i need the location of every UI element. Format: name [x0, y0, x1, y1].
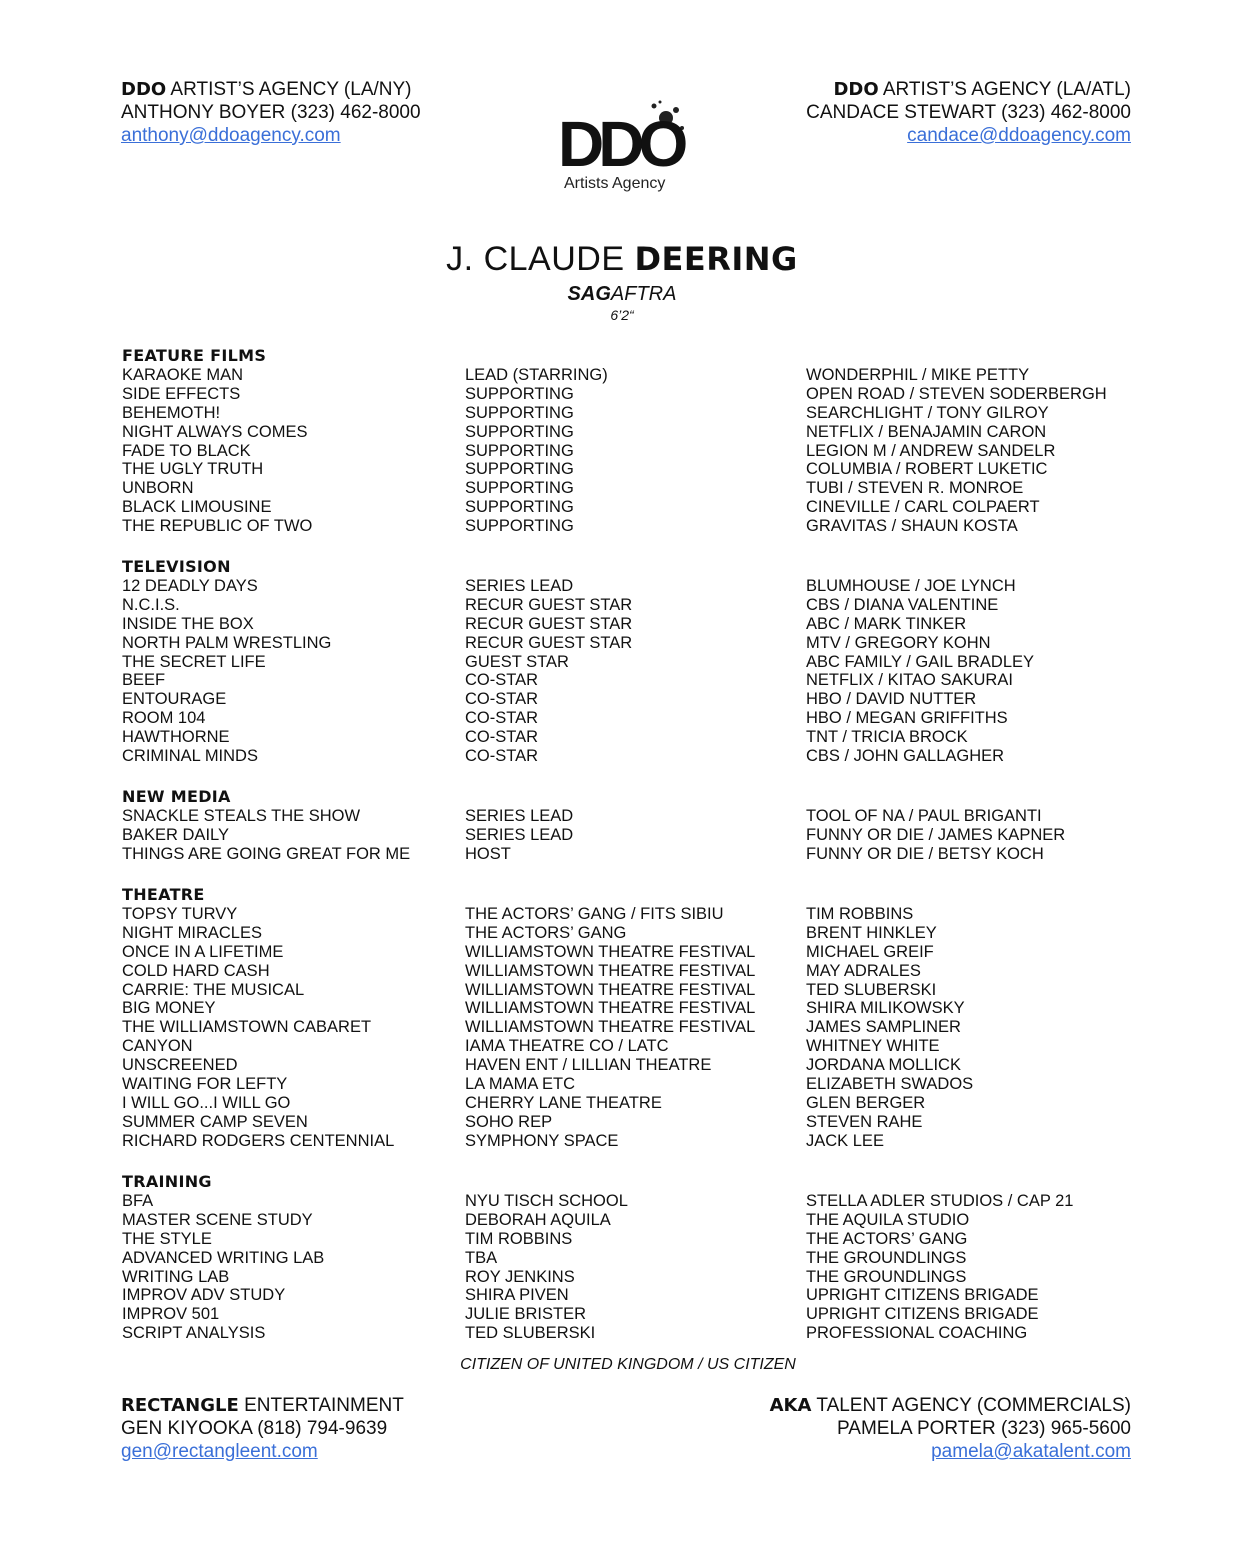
credit-row: [122, 1113, 1132, 1132]
credit-title: WAITING FOR LEFTY: [122, 1075, 288, 1094]
credit-title: 12 DEADLY DAYS: [122, 577, 258, 595]
credit-title: BLACK LIMOUSINE: [122, 498, 272, 517]
credit-company: SHIRA MILIKOWSKY: [806, 999, 965, 1018]
section-training: [122, 1172, 1132, 1343]
credit-role: SUPPORTING: [465, 422, 574, 441]
section-title: THEATRE: [122, 885, 205, 904]
credit-role: SUPPORTING: [465, 403, 574, 422]
credit-title: THE STYLE: [122, 1229, 212, 1248]
credit-title: WRITING LAB: [122, 1267, 230, 1286]
ddo-logo: [558, 96, 690, 192]
agent-contact: ANTHONY BOYER (323) 462-8000: [121, 102, 421, 123]
credit-role: WILLIAMSTOWN THEATRE FESTIVAL: [465, 980, 756, 999]
credit-company: UPRIGHT CITIZENS BRIGADE: [806, 1305, 1039, 1324]
actor-name: [0, 240, 1244, 279]
credit-title: CRIMINAL MINDS: [122, 747, 258, 766]
credit-row: [122, 1075, 1132, 1094]
union-affiliation: SAGAFTRA: [567, 283, 677, 305]
agent-contact: CANDACE STEWART (323) 462-8000: [806, 102, 1131, 123]
credit-role: SUPPORTING: [465, 498, 574, 517]
credit-title: IMPROV ADV STUDY: [122, 1286, 286, 1305]
credit-row: [122, 479, 1132, 498]
credit-row: [122, 1324, 1132, 1343]
credit-row: [122, 1211, 1132, 1230]
credit-row: [122, 1249, 1132, 1268]
credit-company: HBO / DAVID NUTTER: [806, 690, 977, 709]
credit-company: BRENT HINKLEY: [806, 923, 937, 942]
credit-title: TOPSY TURVY: [122, 905, 238, 923]
credit-role: CO-STAR: [465, 728, 539, 747]
credit-role: SUPPORTING: [465, 441, 574, 460]
credit-role: WILLIAMSTOWN THEATRE FESTIVAL: [465, 961, 756, 980]
credit-row: [122, 728, 1132, 747]
agent-email-link[interactable]: candace@ddoagency.com: [907, 125, 1131, 146]
credit-company: ABC FAMILY / GAIL BRADLEY: [806, 652, 1035, 671]
credit-company: OPEN ROAD / STEVEN SODERBERGH: [806, 384, 1107, 403]
agent-contact: PAMELA PORTER (323) 965-5600: [837, 1418, 1131, 1439]
credit-role: SOHO REP: [465, 1112, 553, 1131]
section-new-media: [122, 787, 1132, 864]
credit-role: NYU TISCH SCHOOL: [465, 1192, 628, 1210]
credit-row: [122, 1230, 1132, 1249]
credit-company: UPRIGHT CITIZENS BRIGADE: [806, 1286, 1039, 1305]
credit-row: [122, 1286, 1132, 1305]
credit-company: BLUMHOUSE / JOE LYNCH: [806, 577, 1016, 595]
credit-role: RECUR GUEST STAR: [465, 633, 633, 652]
credit-role: LA MAMA ETC: [465, 1075, 576, 1094]
credit-row: [122, 924, 1132, 943]
credit-company: MTV / GREGORY KOHN: [806, 633, 991, 652]
credit-company: CBS / JOHN GALLAGHER: [806, 747, 1005, 766]
credit-title: THE WILLIAMSTOWN CABARET: [122, 1018, 372, 1037]
credit-company: PROFESSIONAL COACHING: [806, 1324, 1028, 1343]
agency-top-right: [806, 78, 1131, 147]
credit-role: TBA: [465, 1248, 498, 1267]
section-theatre: [122, 885, 1132, 1151]
credit-company: JACK LEE: [806, 1131, 884, 1150]
credit-role: SUPPORTING: [465, 384, 574, 403]
credit-company: NETFLIX / KITAO SAKURAI: [806, 671, 1013, 690]
credit-role: SHIRA PIVEN: [465, 1286, 569, 1305]
credit-title: CARRIE: THE MUSICAL: [122, 980, 305, 999]
agency-name: AKA TALENT AGENCY (COMMERCIALS): [769, 1395, 1131, 1416]
credit-company: LEGION M / ANDREW SANDELR: [806, 441, 1056, 460]
credit-role: RECUR GUEST STAR: [465, 614, 633, 633]
credit-role: LEAD (STARRING): [465, 366, 608, 384]
credit-row: [122, 1056, 1132, 1075]
credit-role: SUPPORTING: [465, 460, 574, 479]
credit-company: THE GROUNDLINGS: [806, 1267, 967, 1286]
credit-title: NORTH PALM WRESTLING: [122, 633, 332, 652]
credit-company: TIM ROBBINS: [806, 905, 914, 923]
credit-row: [122, 845, 1132, 864]
actor-first-name: J. CLAUDE: [446, 240, 635, 278]
credit-role: SERIES LEAD: [465, 577, 574, 595]
credit-row: [122, 943, 1132, 962]
credit-row: [122, 634, 1132, 653]
credit-row: [122, 404, 1132, 423]
credit-row: [122, 999, 1132, 1018]
credit-title: SIDE EFFECTS: [122, 384, 241, 403]
credit-title: BAKER DAILY: [122, 825, 229, 844]
credit-role: SUPPORTING: [465, 517, 574, 536]
credit-title: SNACKLE STEALS THE SHOW: [122, 807, 361, 825]
credit-company: ABC / MARK TINKER: [806, 614, 967, 633]
credit-role: GUEST STAR: [465, 652, 569, 671]
credit-title: ENTOURAGE: [122, 690, 227, 709]
credit-role: IAMA THEATRE CO / LATC: [465, 1037, 669, 1056]
credit-row: [122, 826, 1132, 845]
credit-row: [122, 517, 1132, 536]
agent-email-link[interactable]: anthony@ddoagency.com: [121, 125, 341, 146]
credit-company: TED SLUBERSKI: [806, 980, 937, 999]
credit-row: [122, 981, 1132, 1000]
section-title: TRAINING: [122, 1172, 212, 1191]
agency-bottom-left: [121, 1394, 404, 1463]
credit-row: [122, 905, 1132, 924]
credit-company: FUNNY OR DIE / BETSY KOCH: [806, 844, 1044, 863]
credit-role: TED SLUBERSKI: [465, 1324, 596, 1343]
credit-role: SERIES LEAD: [465, 807, 574, 825]
credit-company: MAY ADRALES: [806, 961, 921, 980]
credit-role: ROY JENKINS: [465, 1267, 575, 1286]
credit-role: WILLIAMSTOWN THEATRE FESTIVAL: [465, 999, 756, 1018]
credit-company: FUNNY OR DIE / JAMES KAPNER: [806, 825, 1066, 844]
credit-company: WHITNEY WHITE: [806, 1037, 940, 1056]
credit-company: ELIZABETH SWADOS: [806, 1075, 974, 1094]
credit-row: [122, 1018, 1132, 1037]
credit-role: HOST: [465, 844, 511, 863]
credit-role: TIM ROBBINS: [465, 1229, 573, 1248]
credit-title: SCRIPT ANALYSIS: [122, 1324, 266, 1343]
credit-role: CO-STAR: [465, 709, 539, 728]
agency-name: DDO ARTIST’S AGENCY (LA/ATL): [833, 79, 1131, 100]
credit-title: HAWTHORNE: [122, 728, 230, 747]
agency-name: RECTANGLE ENTERTAINMENT: [121, 1395, 404, 1416]
credit-role: SERIES LEAD: [465, 825, 574, 844]
credit-row: [122, 653, 1132, 672]
credit-row: [122, 1268, 1132, 1287]
credit-title: ONCE IN A LIFETIME: [122, 942, 284, 961]
citizenship-note: CITIZEN OF UNITED KINGDOM / US CITIZEN: [460, 1356, 796, 1373]
credit-row: [122, 615, 1132, 634]
credit-company: JAMES SAMPLINER: [806, 1018, 961, 1037]
agent-email-link[interactable]: pamela@akatalent.com: [931, 1441, 1131, 1462]
credit-company: TUBI / STEVEN R. MONROE: [806, 479, 1024, 498]
credit-row: [122, 577, 1132, 596]
credit-title: UNSCREENED: [122, 1056, 238, 1075]
credit-title: THINGS ARE GOING GREAT FOR ME: [122, 844, 411, 863]
credit-role: HAVEN ENT / LILLIAN THEATRE: [465, 1056, 712, 1075]
logo-wordmark: DDO: [558, 108, 683, 180]
credit-row: [122, 747, 1132, 766]
credit-title: KARAOKE MAN: [122, 366, 244, 384]
credit-title: ROOM 104: [122, 709, 206, 728]
credit-company: JORDANA MOLLICK: [806, 1056, 961, 1075]
credit-title: ADVANCED WRITING LAB: [122, 1248, 325, 1267]
credit-title: MASTER SCENE STUDY: [122, 1210, 313, 1229]
credit-title: N.C.I.S.: [122, 595, 180, 614]
credit-company: MICHAEL GREIF: [806, 942, 934, 961]
credit-row: [122, 709, 1132, 728]
credit-row: [122, 1094, 1132, 1113]
credit-row: [122, 1037, 1132, 1056]
credit-title: NIGHT MIRACLES: [122, 923, 262, 942]
credit-company: TOOL OF NA / PAUL BRIGANTI: [806, 807, 1042, 825]
credit-title: THE REPUBLIC OF TWO: [122, 517, 313, 536]
credit-company: STELLA ADLER STUDIOS / CAP 21: [806, 1192, 1074, 1210]
credit-row: [122, 1132, 1132, 1151]
credit-role: CO-STAR: [465, 671, 539, 690]
credit-title: COLD HARD CASH: [122, 961, 270, 980]
credit-row: [122, 962, 1132, 981]
credit-row: [122, 498, 1132, 517]
credit-row: [122, 1192, 1132, 1211]
credit-title: BIG MONEY: [122, 999, 216, 1018]
credit-role: CHERRY LANE THEATRE: [465, 1093, 662, 1112]
credit-company: TNT / TRICIA BROCK: [806, 728, 968, 747]
agency-top-left: [121, 78, 421, 147]
credit-company: SEARCHLIGHT / TONY GILROY: [806, 403, 1049, 422]
credit-role: SUPPORTING: [465, 479, 574, 498]
credit-title: RICHARD RODGERS CENTENNIAL: [122, 1131, 395, 1150]
credit-title: SUMMER CAMP SEVEN: [122, 1112, 308, 1131]
credit-title: CANYON: [122, 1037, 193, 1056]
agent-contact: GEN KIYOOKA (818) 794-9639: [121, 1418, 388, 1439]
credit-title: THE UGLY TRUTH: [122, 460, 264, 479]
credit-title: I WILL GO...I WILL GO: [122, 1093, 291, 1112]
credit-company: CINEVILLE / CARL COLPAERT: [806, 498, 1040, 517]
agency-bottom-right: [770, 1394, 1131, 1463]
section-title: TELEVISION: [122, 557, 231, 576]
credit-row: [122, 423, 1132, 442]
credit-title: BEEF: [122, 671, 166, 690]
credit-role: THE ACTORS’ GANG: [465, 923, 627, 942]
credit-row: [122, 690, 1132, 709]
credit-title: BFA: [122, 1192, 154, 1210]
credit-row: [122, 366, 1132, 385]
credit-role: WILLIAMSTOWN THEATRE FESTIVAL: [465, 942, 756, 961]
credit-company: CBS / DIANA VALENTINE: [806, 595, 999, 614]
agent-email-link[interactable]: gen@rectangleent.com: [121, 1441, 318, 1462]
credit-role: JULIE BRISTER: [465, 1305, 587, 1324]
credit-company: WONDERPHIL / MIKE PETTY: [806, 366, 1030, 384]
credit-title: BEHEMOTH!: [122, 403, 221, 422]
section-title: NEW MEDIA: [122, 787, 231, 806]
credit-company: GLEN BERGER: [806, 1093, 926, 1112]
credit-row: [122, 671, 1132, 690]
logo-subtext: Artists Agency: [564, 175, 666, 192]
credit-row: [122, 596, 1132, 615]
credit-title: NIGHT ALWAYS COMES: [122, 422, 308, 441]
credit-role: SYMPHONY SPACE: [465, 1131, 619, 1150]
credit-role: CO-STAR: [465, 690, 539, 709]
credit-row: [122, 1305, 1132, 1324]
credit-role: CO-STAR: [465, 747, 539, 766]
credit-title: THE SECRET LIFE: [122, 652, 266, 671]
credit-role: WILLIAMSTOWN THEATRE FESTIVAL: [465, 1018, 756, 1037]
actor-height: 6’2“: [610, 307, 634, 323]
actor-last-name: DEERING: [634, 240, 798, 278]
credit-role: RECUR GUEST STAR: [465, 595, 633, 614]
credit-row: [122, 385, 1132, 404]
credit-company: THE GROUNDLINGS: [806, 1248, 967, 1267]
credit-title: FADE TO BLACK: [122, 441, 251, 460]
credit-role: THE ACTORS’ GANG / FITS SIBIU: [465, 905, 724, 923]
credit-row: [122, 460, 1132, 479]
credit-row: [122, 807, 1132, 826]
credit-title: IMPROV 501: [122, 1305, 220, 1324]
credit-company: THE AQUILA STUDIO: [806, 1210, 970, 1229]
credit-company: COLUMBIA / ROBERT LUKETIC: [806, 460, 1048, 479]
credit-company: GRAVITAS / SHAUN KOSTA: [806, 517, 1018, 536]
section-title: FEATURE FILMS: [122, 346, 267, 365]
section-television: [122, 557, 1132, 766]
credit-company: HBO / MEGAN GRIFFITHS: [806, 709, 1008, 728]
credit-company: THE ACTORS’ GANG: [806, 1229, 968, 1248]
credit-row: [122, 442, 1132, 461]
section-feature-films: [122, 346, 1132, 536]
credit-company: STEVEN RAHE: [806, 1112, 923, 1131]
credit-role: DEBORAH AQUILA: [465, 1210, 611, 1229]
credit-company: NETFLIX / BENAJAMIN CARON: [806, 422, 1047, 441]
agency-name: DDO ARTIST’S AGENCY (LA/NY): [121, 79, 412, 100]
credit-title: UNBORN: [122, 479, 194, 498]
credit-title: INSIDE THE BOX: [122, 614, 254, 633]
